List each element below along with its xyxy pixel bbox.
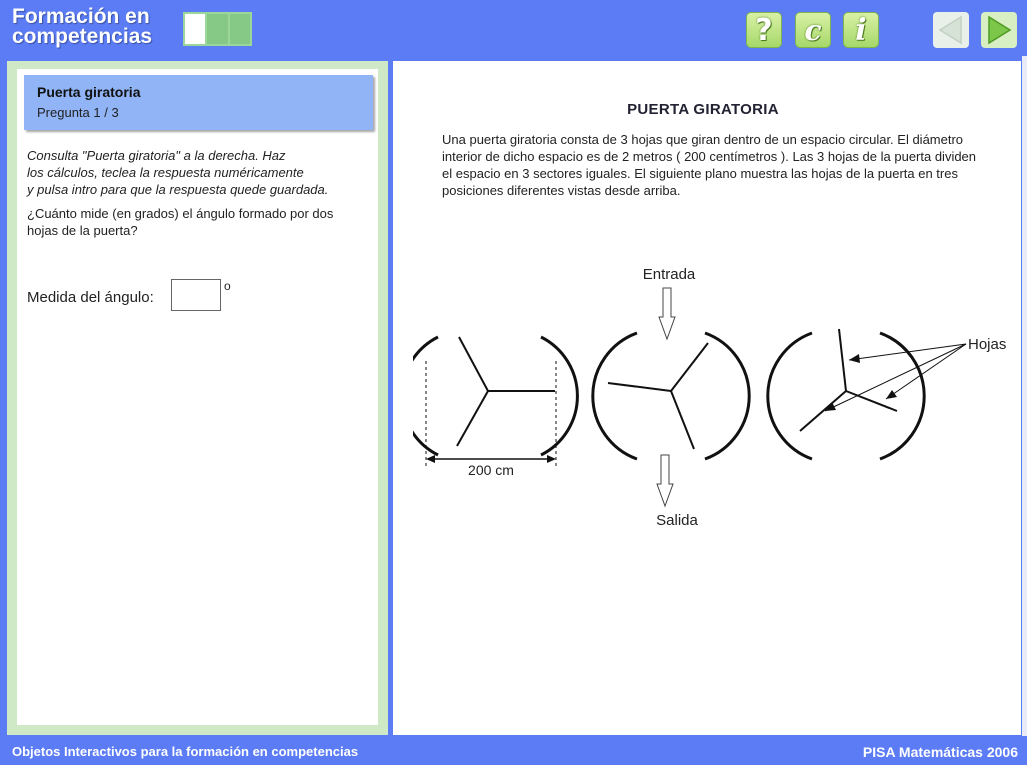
arrow-left-icon [936, 14, 966, 46]
question-instructions: Consulta "Puerta giratoria" a la derecha. Haz los cálculos, teclea la respuesta numéricamente y pulsa intro para que la respuesta quede guardada. [27, 148, 329, 197]
question-panel [7, 61, 388, 735]
question-counter: Pregunta 1 / 3 [37, 105, 119, 120]
app-title [12, 7, 152, 47]
info-icon: i [855, 12, 867, 48]
question-panel-content [17, 69, 378, 725]
dimension-label: 200 cm [468, 462, 514, 478]
footer-bar [0, 738, 1027, 765]
progress-segment-2 [207, 14, 227, 44]
revolving-door-diagram [413, 251, 1013, 551]
entrance-arrow-icon [659, 288, 675, 339]
app-title-line1: Formación en [12, 5, 150, 28]
window-edge [1022, 56, 1027, 736]
credits-button[interactable] [795, 12, 831, 48]
exit-label: Salida [656, 512, 698, 529]
question-icon: ? [755, 12, 773, 48]
exit-arrow-icon [657, 455, 673, 506]
previous-button[interactable] [933, 12, 969, 48]
progress-segment-1 [185, 14, 205, 44]
entrance-label: Entrada [642, 266, 696, 283]
credits-icon: c [804, 13, 822, 47]
door-position-2 [593, 333, 749, 459]
question-header [24, 75, 373, 130]
arrow-right-icon [984, 14, 1014, 46]
question-text: ¿Cuánto mide (en grados) el ángulo formado por dos hojas de la puerta? [27, 206, 334, 238]
door-position-3 [768, 329, 966, 459]
app-title-line2: competencias [12, 25, 153, 48]
content-description: Una puerta giratoria consta de 3 hojas que giran dentro de un espacio circular. El diámetro interior de dicho espacio es de 2 metros ( 200 centímetros ). Las 3 hojas de la puerta dividen el espacio en 3 sectores iguales. El siguiente plano muestra las hojas de la puerta en tres posiciones diferentes vistas desde arriba. [442, 132, 977, 198]
progress-segment-3 [230, 14, 250, 44]
help-button[interactable] [746, 12, 782, 48]
angle-answer-input[interactable] [171, 279, 221, 311]
leaves-label: Hojas [968, 336, 1007, 353]
header-bar [0, 0, 1027, 56]
footer-right-text: PISA Matemáticas 2006 [862, 744, 1018, 760]
answer-label: Medida del ángulo: [27, 289, 154, 306]
question-progress-indicator [183, 12, 252, 46]
degree-unit-label: o [224, 279, 231, 293]
next-button[interactable] [981, 12, 1017, 48]
content-title: PUERTA GIRATORIA [627, 101, 779, 118]
question-title: Puerta giratoria [37, 84, 141, 100]
info-button[interactable] [843, 12, 879, 48]
content-panel [393, 61, 1021, 735]
footer-left-text: Objetos Interactivos para la formación en competencias [12, 744, 359, 759]
door-position-1 [413, 337, 577, 469]
